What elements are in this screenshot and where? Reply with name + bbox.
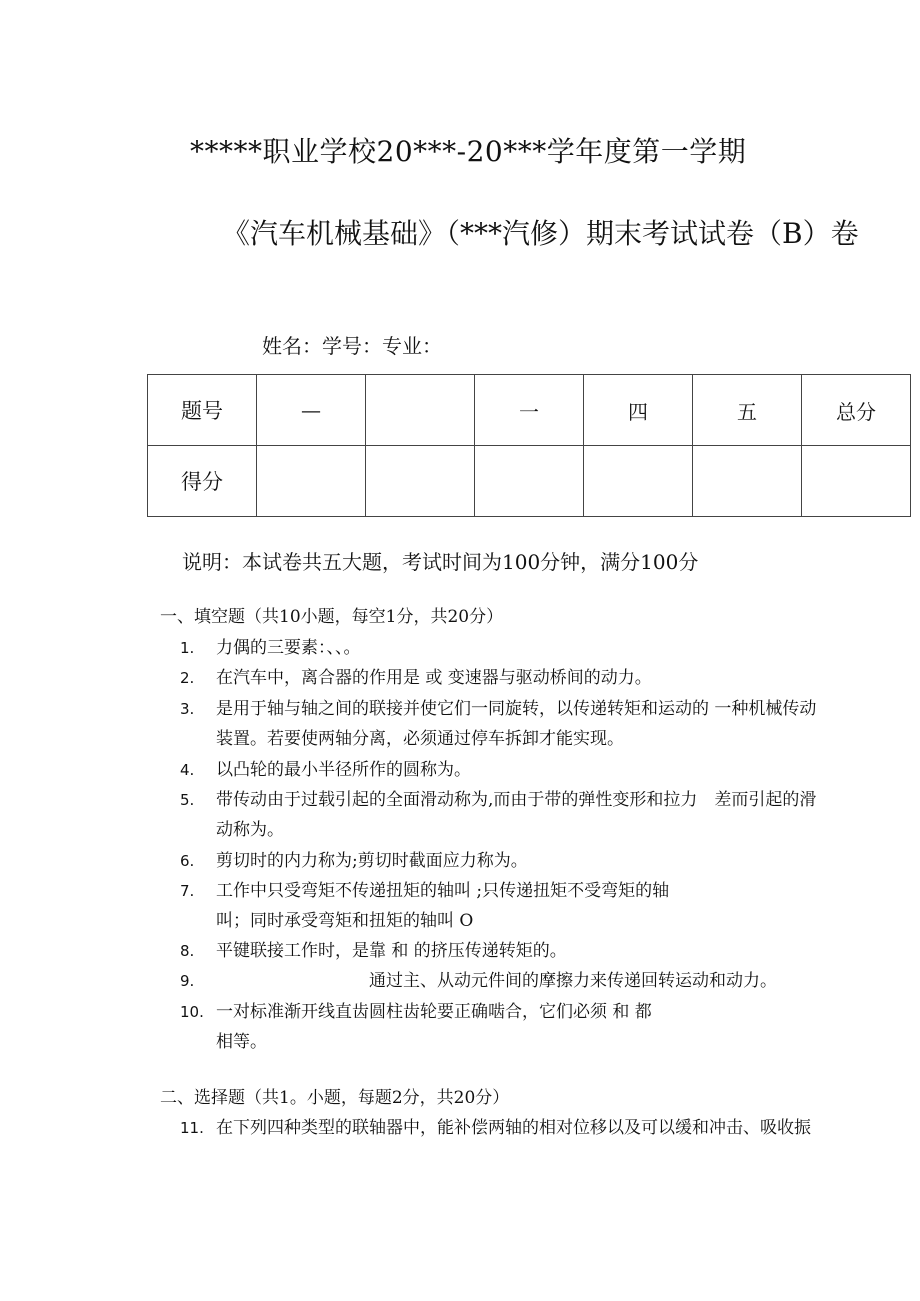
question-text: 一对标准渐开线直齿圆柱齿轮要正确啮合，它们必须 和 都 [216, 1002, 652, 1022]
question-number: 1. [180, 639, 195, 657]
question-number: 10. [180, 1003, 204, 1021]
score-table-cell: 四 [584, 375, 693, 446]
question-text-continued: 相等。 [216, 1032, 267, 1052]
question-text: 工作中只受弯矩不传递扭矩的轴叫 ;只传递扭矩不受弯矩的轴 [216, 881, 670, 901]
question-number: 8. [180, 942, 195, 960]
question-text: 通过主、从动元件间的摩擦力来传递回转运动和动力。 [216, 971, 777, 991]
question-item [180, 755, 471, 780]
score-table-cell: 得分 [148, 446, 257, 517]
question-text: 在下列四种类型的联轴器中，能补偿两轴的相对位移以及可以缓和冲击、吸收振 [216, 1118, 811, 1138]
score-table [147, 374, 911, 517]
question-text: 是用于轴与轴之间的联接并使它们一同旋转，以传递转矩和运动的 一种机械传动 [216, 699, 817, 719]
question-number: 9. [180, 972, 195, 990]
question-text: 带传动由于过载引起的全面滑动称为,而由于带的弹性变形和拉力 差而引起的滑 [216, 790, 817, 810]
question-item [180, 694, 816, 719]
question-text-continued: 装置。若要使两轴分离，必须通过停车拆卸才能实现。 [216, 729, 624, 749]
score-table-cell: — [257, 375, 366, 446]
question-text-continued: 叫；同时承受弯矩和扭矩的轴叫 O [216, 911, 474, 931]
score-table-cell [366, 375, 475, 446]
score-entry-cell [257, 446, 366, 517]
question-item [180, 997, 652, 1022]
question-text: 剪切时的内力称为;剪切时截面应力称为。 [216, 851, 528, 871]
section-heading-multiple-choice: 二、选择题（共1。小题，每题2分，共20分） [160, 1088, 510, 1108]
question-item [180, 1113, 811, 1138]
score-entry-cell [693, 446, 802, 517]
question-number: 6. [180, 852, 195, 870]
score-table-cell: 一 [475, 375, 584, 446]
score-entry-cell [802, 446, 911, 517]
question-text-continued: 动称为。 [216, 820, 284, 840]
score-table-cell: 五 [693, 375, 802, 446]
exam-title-school: *****职业学校20***-20***学年度第一学期 [190, 135, 747, 168]
section-heading-fill-in: 一、填空题（共10小题，每空1分，共20分） [160, 607, 504, 627]
question-text: 以凸轮的最小半径所作的圆称为。 [216, 760, 471, 780]
question-number: 5. [180, 791, 195, 809]
question-item [180, 936, 567, 961]
score-table-score-row [148, 446, 911, 517]
student-info-line: 姓名：学号：专业： [262, 334, 442, 358]
question-item [180, 663, 652, 688]
question-item [180, 876, 669, 901]
question-text: 在汽车中，离合器的作用是 或 变速器与驱动桥间的动力。 [216, 668, 652, 688]
exam-instructions: 说明：本试卷共五大题，考试时间为100分钟，满分100分 [182, 550, 699, 574]
question-number: 2. [180, 669, 195, 687]
question-item [180, 846, 528, 871]
question-text: 力偶的三要素：、、。 [216, 638, 361, 658]
question-item [180, 633, 361, 658]
question-number: 4. [180, 761, 195, 779]
question-number: 11. [180, 1119, 204, 1137]
question-text: 平键联接工作时，是靠 和 的挤压传递转矩的。 [216, 941, 567, 961]
score-table-cell: 题号 [148, 375, 257, 446]
question-item [180, 785, 816, 810]
exam-title-course: 《汽车机械基础》（***汽修）期末考试试卷（B）卷 [222, 217, 859, 250]
score-table-header-row [148, 375, 911, 446]
question-item [180, 966, 777, 991]
score-entry-cell [584, 446, 693, 517]
question-number: 3. [180, 700, 195, 718]
score-table-cell: 总分 [802, 375, 911, 446]
question-number: 7. [180, 882, 195, 900]
score-entry-cell [475, 446, 584, 517]
score-entry-cell [366, 446, 475, 517]
